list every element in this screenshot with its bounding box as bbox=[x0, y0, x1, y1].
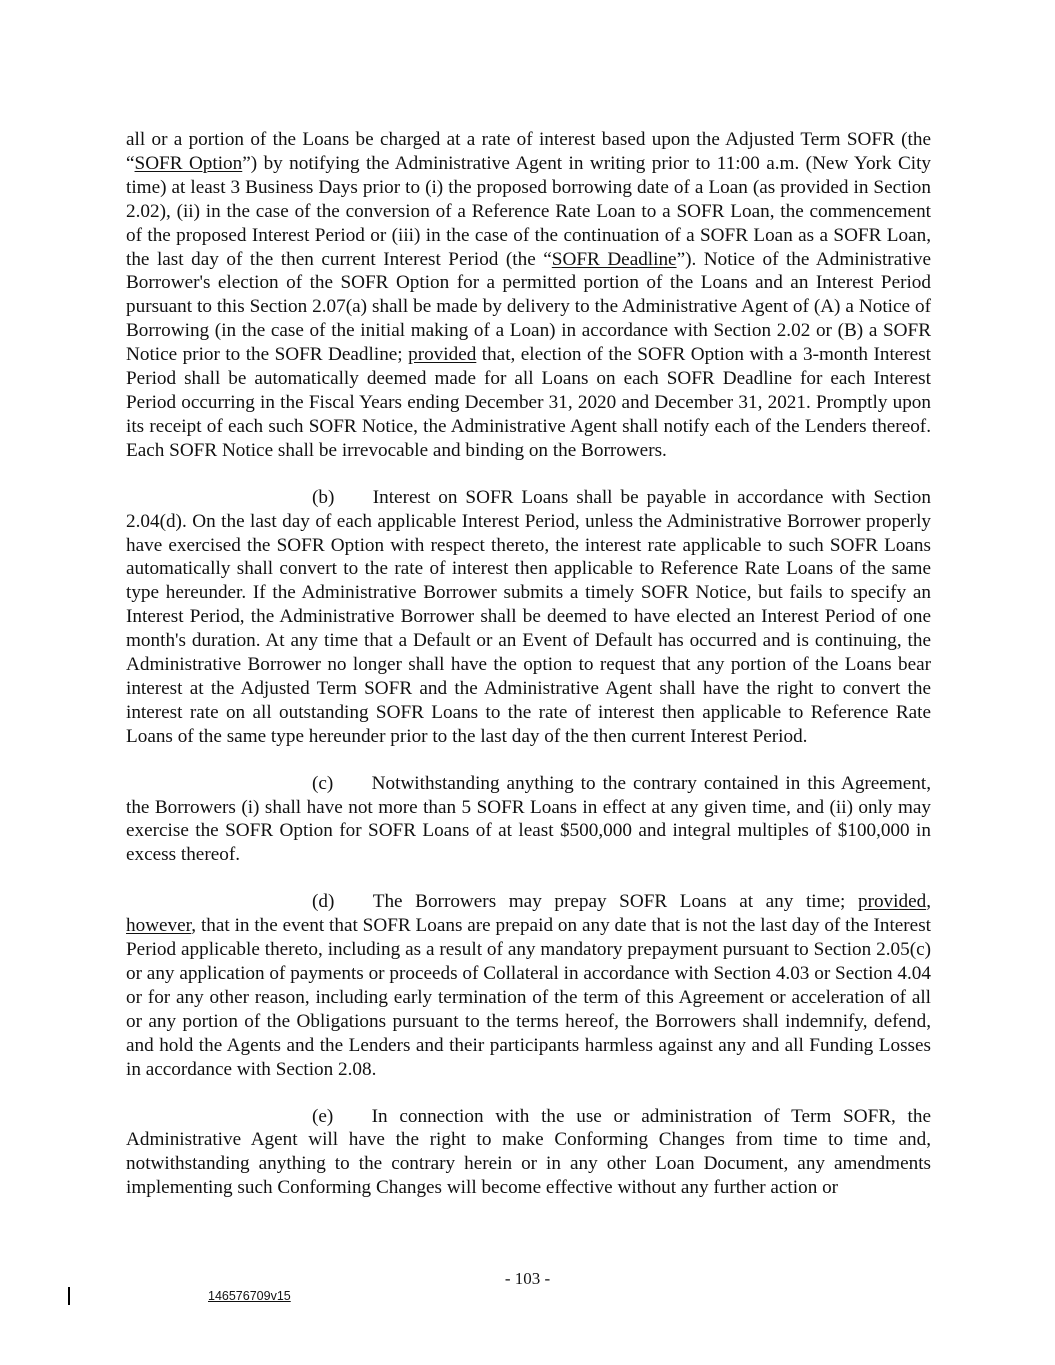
text-run: , that in the event that SOFR Loans are prepaid on any date that is not the last day of the Interest Period applicable thereto, including as a result of any mandatory prepayment pursuant to Section 2.05(c) or any application of payments or proceeds of Collateral in accordance with Section 4.03 or Section 4.04 or for any other reason, including early termination of the term of this Agreement or acceleration of all or any portion of the Obligations pursuant to the terms hereof, the Borrowers shall indemnify, defend, and hold the Agents and the Lenders and their participants harmless against any and all Funding Losses in accordance with Section 2.08. bbox=[126, 915, 931, 1080]
paragraph-p3 bbox=[126, 772, 931, 868]
revision-bar bbox=[68, 1287, 70, 1305]
paragraph-p1 bbox=[126, 128, 931, 463]
text-run: (e) In connection with the use or administration of Term SOFR, the Administrative Agent will have the right to make Conforming Changes from time to time and, notwithstanding anything to the contrary herein or in any other Loan Document, any amendments implementing such Conforming Changes will become effective without any further action or bbox=[126, 1105, 931, 1199]
body-text bbox=[126, 128, 931, 1223]
paragraph-p4 bbox=[126, 890, 931, 1081]
paragraph-p2 bbox=[126, 486, 931, 749]
text-run: all or a portion of the Loans be charged at a rate of interest based upon the Adjusted Term SOFR (the “ bbox=[126, 129, 931, 174]
defined-term: provided bbox=[408, 344, 477, 366]
defined-term: SOFR Option bbox=[134, 152, 243, 174]
text-run: that, election of the SOFR Option with a 3-month Interest Period shall be automatically deemed made for all Loans on each SOFR Deadline for each Interest Period occurring in the Fiscal Years ending December 31, 2020 and December 31, 2021. Promptly upon its receipt of each such SOFR Notice, the Administrative Agent shall notify each of the Lenders thereof. Each SOFR Notice shall be irrevocable and binding on the Borrowers. bbox=[126, 344, 931, 461]
text-run: , bbox=[926, 891, 931, 913]
paragraph-p5 bbox=[126, 1105, 931, 1201]
text-run: (c) Notwithstanding anything to the contrary contained in this Agreement, the Borrowers (i) shall have not more than 5 SOFR Loans in effect at any given time, and (ii) only may exercise the SOFR Option for SOFR Loans of at least $500,000 and integral multiples of $100,000 in excess thereof. bbox=[126, 772, 931, 866]
text-run: (b) Interest on SOFR Loans shall be payable in accordance with Section 2.04(d). On the last day of each applicable Interest Period, unless the Administrative Borrower properly have exercised the SOFR Option with respect thereto, the interest rate applicable to such SOFR Loans automatically shall convert to the rate of interest then applicable to Reference Rate Loans of the same type hereunder. If the Administrative Borrower submits a timely SOFR Notice, but fails to specify an Interest Period, the Administrative Borrower shall be deemed to have elected an Interest Period of one month's duration. At any time that a Default or an Event of Default has occurred and is continuing, the Administrative Borrower no longer shall have the option to request that any portion of the Loans bear interest at the Adjusted Term SOFR and the Administrative Agent shall have the right to convert the interest rate on all outstanding SOFR Loans to the rate of interest then applicable to Reference Rate Loans of the same type hereunder prior to the last day of the then current Interest Period. bbox=[126, 486, 931, 747]
text-run: (d) The Borrowers may prepay SOFR Loans at any time; bbox=[312, 891, 858, 913]
defined-term: provided bbox=[857, 891, 927, 913]
page-number: - 103 - bbox=[504, 1269, 551, 1288]
text-run: ”). Notice of the Administrative Borrower's election of the SOFR Option for a permitted portion of the Loans and an Interest Period pursuant to this Section 2.07(a) shall be made by delivery to the Administrative Agent of (A) a Notice of Borrowing (in the case of the initial making of a Loan) in accordance with Section 2.02 or (B) a SOFR Notice prior to the SOFR Deadline; bbox=[126, 248, 931, 366]
defined-term: SOFR Deadline bbox=[551, 248, 677, 270]
text-run: ”) by notifying the Administrative Agent in writing prior to 11:00 a.m. (New York City time) at least 3 Business Days prior to (i) the proposed borrowing date of a Loan (as provided in Section 2.02), (ii) in the case of the conversion of a Reference Rate Loan to a SOFR Loan, the commencement of the proposed Interest Period or (iii) in the case of the continuation of a SOFR Loan as a SOFR Loan, the last day of the then current Interest Period (the “ bbox=[126, 152, 931, 270]
document-id: 146576709v15 bbox=[208, 1289, 291, 1303]
defined-term: however bbox=[126, 915, 192, 937]
